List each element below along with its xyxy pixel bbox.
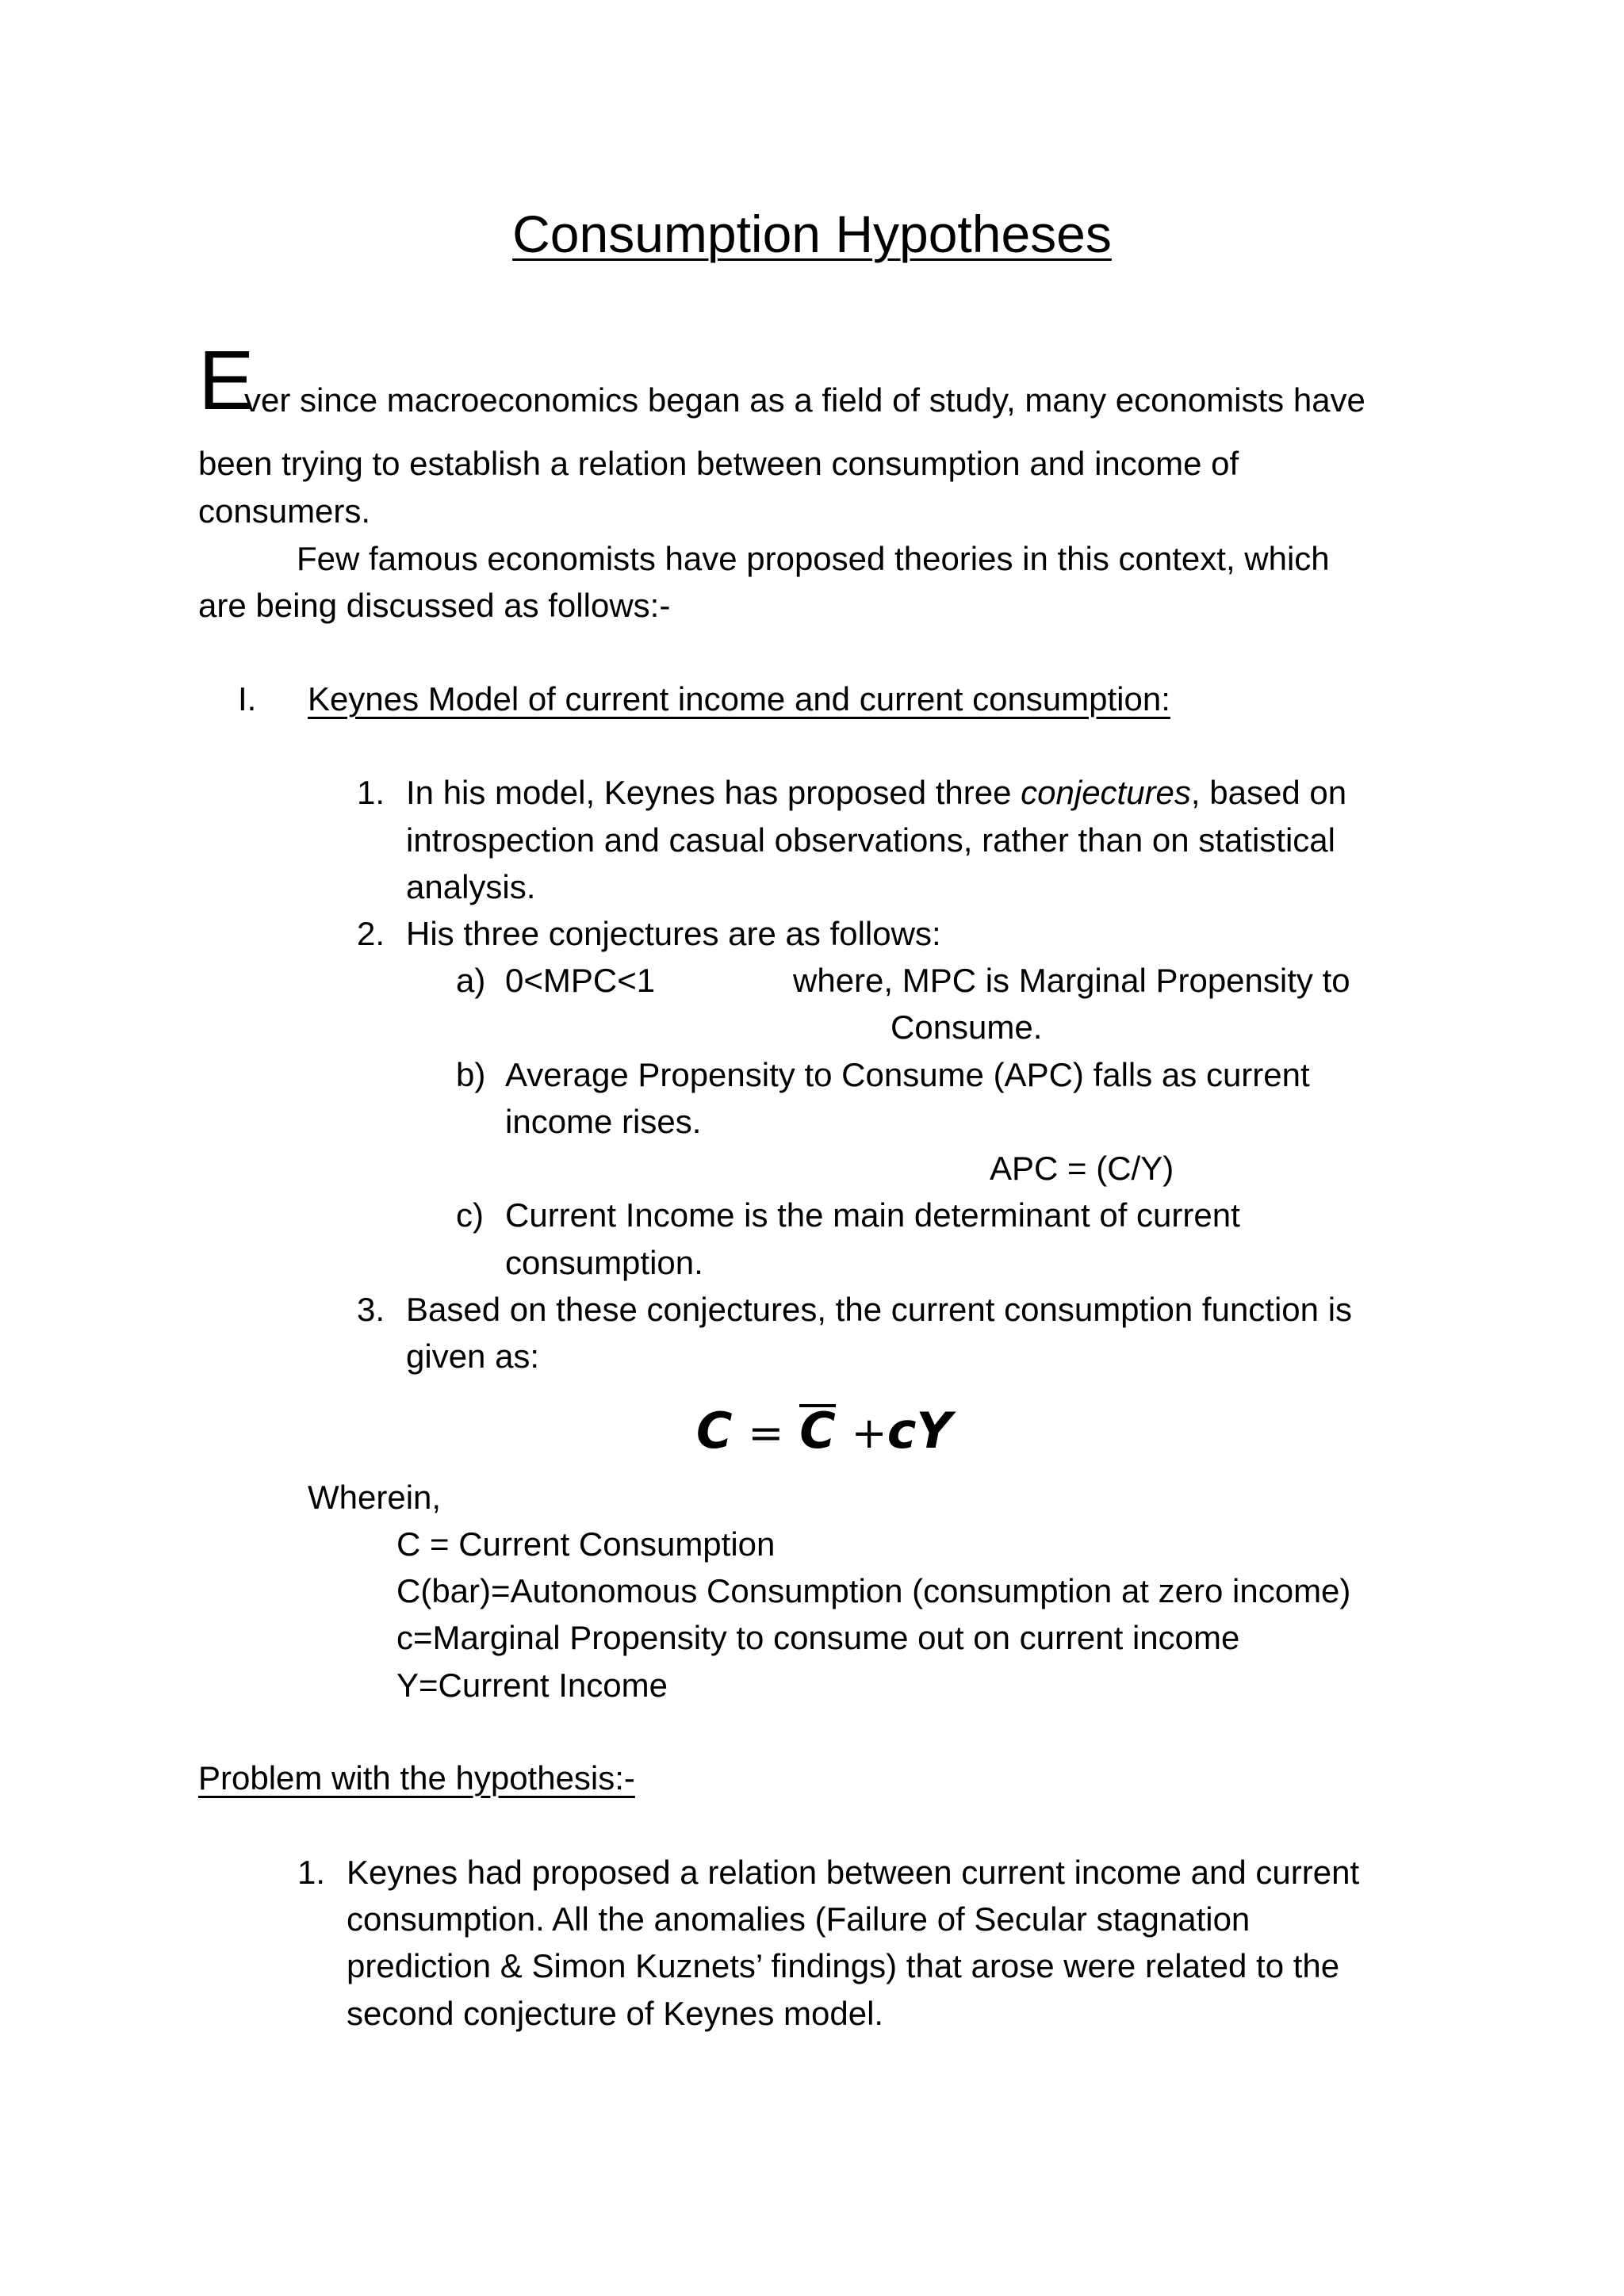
sub-c-line-1: Current Income is the main determinant of current <box>505 1196 1240 1234</box>
item-1-line-2: introspection and casual observations, rather than on statistical <box>406 821 1336 859</box>
problem-heading: Problem with the hypothesis:- <box>198 1759 635 1797</box>
equation-c-bar: C <box>799 1402 836 1460</box>
consumption-function-equation <box>696 1399 952 1463</box>
item-1-line-1: In his model, Keynes has proposed three conjectures, based on <box>406 774 1347 811</box>
sub-c-marker: c) <box>456 1196 484 1234</box>
item-3-line-2: given as: <box>406 1337 540 1375</box>
item-2-marker: 2. <box>357 915 385 952</box>
problem-item-1-line-3: prediction & Simon Kuznets’ findings) that arose were related to the <box>347 1947 1340 1984</box>
item-3-line-1: Based on these conjectures, the current consumption function is <box>406 1291 1353 1328</box>
problem-item-1-line-4: second conjecture of Keynes model. <box>347 1995 884 2032</box>
sub-a-note-line-1: where, MPC is Marginal Propensity to <box>793 962 1350 999</box>
equation-term: cY <box>887 1402 952 1460</box>
sub-a-text: 0<MPC<1 <box>505 962 656 999</box>
definition-item: C = Current Consumption <box>396 1525 776 1563</box>
page-title: Consumption Hypotheses <box>512 205 1112 263</box>
sub-a-marker: a) <box>456 962 486 999</box>
intro-line-2: been trying to establish a relation between consumption and income of <box>198 445 1239 482</box>
item-1-line-3: analysis. <box>406 868 536 905</box>
wherein-label: Wherein, <box>308 1479 442 1516</box>
equation-plus: + <box>851 1408 887 1458</box>
item-3-marker: 3. <box>357 1291 385 1328</box>
sub-b-line-2: income rises. <box>505 1103 702 1140</box>
item-1-marker: 1. <box>357 774 385 811</box>
definition-item: C(bar)=Autonomous Consumption (consumption at zero income) <box>396 1572 1351 1609</box>
sub-a-note-line-2: Consume. <box>891 1008 1043 1046</box>
section-numeral: I. <box>238 680 257 718</box>
definition-item: c=Marginal Propensity to consume out on current income <box>396 1619 1240 1656</box>
problem-item-1-line-1: Keynes had proposed a relation between current income and current <box>347 1854 1360 1891</box>
sub-b-line-1: Average Propensity to Consume (APC) falls as current <box>505 1056 1310 1093</box>
intro-line-1: ver since macroeconomics began as a field of study, many economists have <box>244 381 1365 419</box>
item-2-line-1: His three conjectures are as follows: <box>406 915 941 952</box>
intro-line-5: are being discussed as follows:- <box>198 587 671 624</box>
intro-line-3: consumers. <box>198 492 371 530</box>
equation-equals: = <box>748 1408 784 1458</box>
sub-b-marker: b) <box>456 1056 486 1093</box>
problem-item-1-line-2: consumption. All the anomalies (Failure of Secular stagnation <box>347 1900 1251 1938</box>
apc-formula: APC = (C/Y) <box>990 1150 1174 1187</box>
drop-cap: E <box>198 334 255 427</box>
intro-line-4: Few famous economists have proposed theories in this context, which <box>297 540 1330 577</box>
problem-item-1-marker: 1. <box>297 1854 326 1891</box>
equation-lhs: C <box>696 1402 733 1460</box>
definition-item: Y=Current Income <box>396 1667 668 1704</box>
emphasis-conjectures: conjectures <box>1021 774 1191 811</box>
sub-c-line-2: consumption. <box>505 1244 703 1281</box>
section-heading: Keynes Model of current income and current consumption: <box>308 680 1170 718</box>
